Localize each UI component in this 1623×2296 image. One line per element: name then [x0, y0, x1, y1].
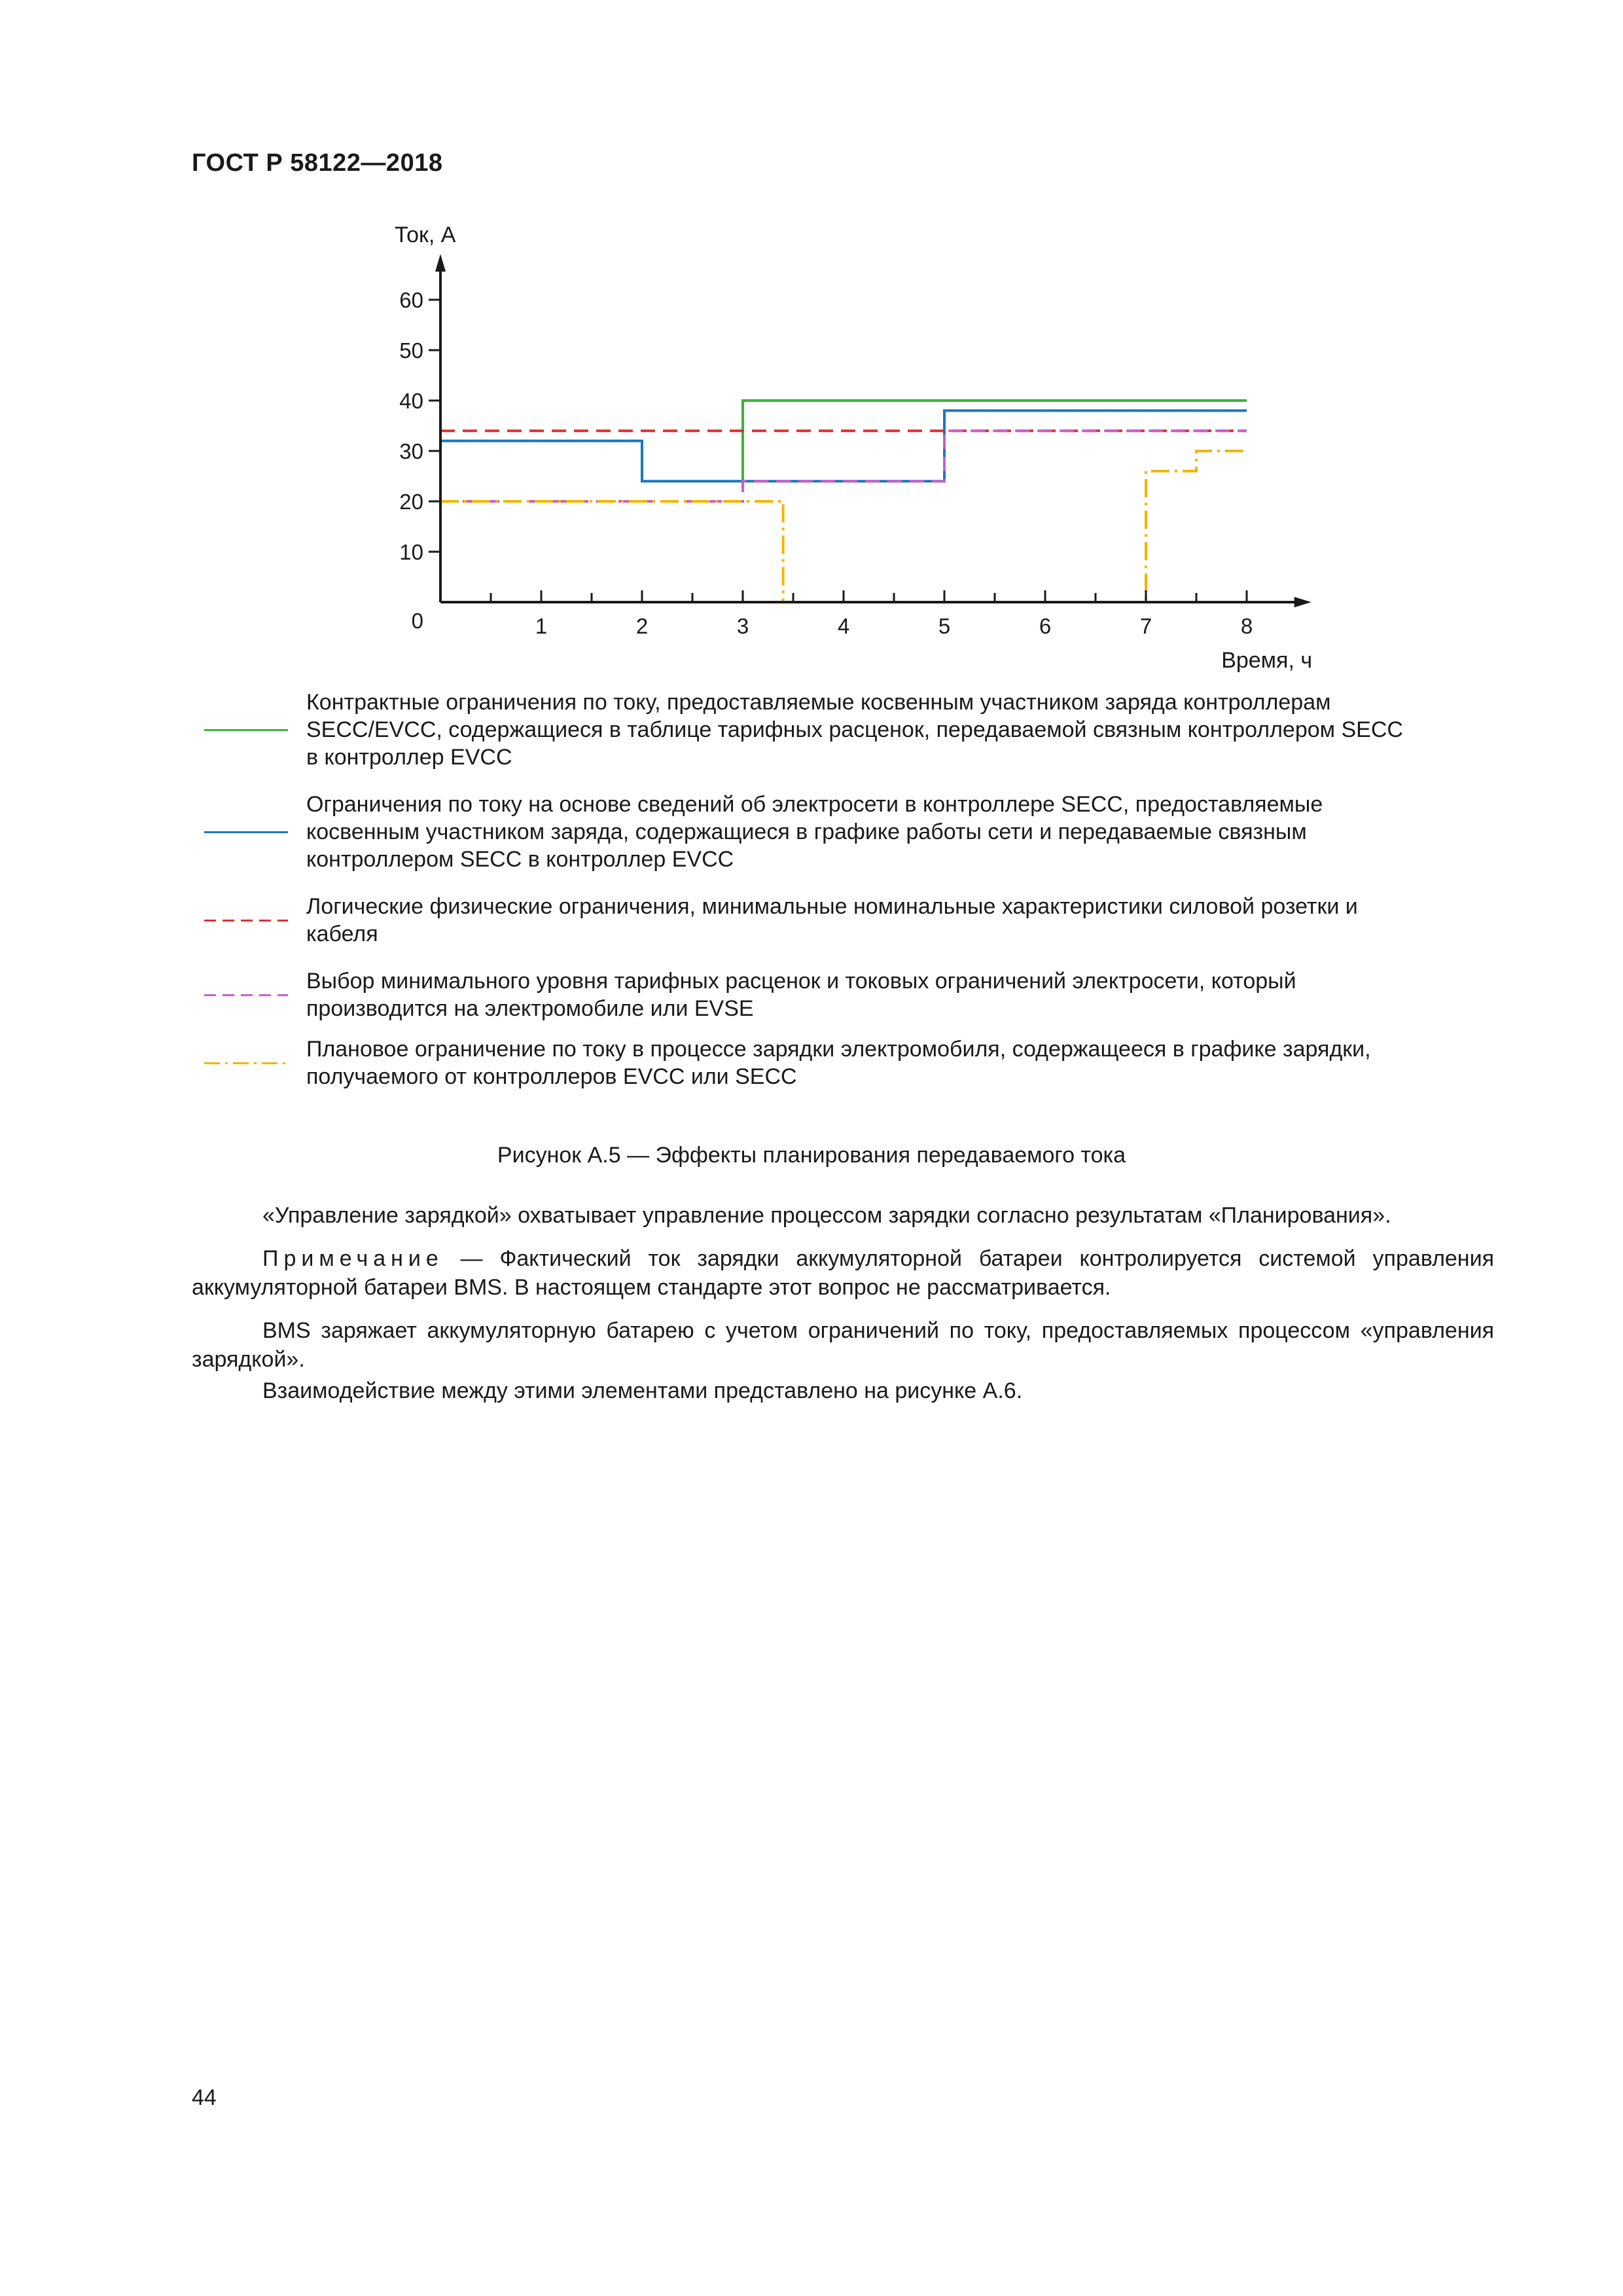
paragraph-charging-control: «Управление зарядкой» охватывает управление процессом зарядки согласно результатам «Планирования». [262, 1203, 1391, 1228]
legend-text-line: производится на электромобиле или EVSE [306, 996, 754, 1021]
x-tick-label: 3 [736, 614, 749, 638]
y-axis-label: Ток, А [395, 223, 456, 247]
y-tick-label: 20 [399, 490, 423, 514]
x-tick-label: 5 [938, 614, 951, 638]
document-header: ГОСТ Р 58122—2018 [192, 149, 443, 177]
legend-swatch [204, 831, 288, 833]
figure-caption: Рисунок А.5 — Эффекты планирования передаваемого тока [497, 1143, 1126, 1168]
chart-legend [196, 689, 1499, 1110]
x-tick-label: 1 [535, 614, 548, 638]
legend-text-line: SECC/EVCC, содержащиеся в таблице тарифных расценок, передаваемой связным контроллером SECC [306, 717, 1403, 742]
y-tick-label: 40 [399, 389, 423, 413]
legend-text-line: в контроллер EVCC [306, 745, 512, 770]
legend-text-line: контроллером SECC в контроллер EVCC [306, 847, 734, 872]
current-scheduling-chart [366, 216, 1329, 694]
x-axis-arrow [1294, 597, 1311, 607]
note-paragraph [192, 1244, 1494, 1302]
note-label: Примечание [262, 1246, 444, 1271]
legend-text [306, 1035, 1499, 1090]
series-line-2 [440, 410, 1247, 481]
x-tick-label: 2 [635, 614, 649, 638]
legend-swatch [204, 1062, 288, 1064]
legend-text-line: Выбор минимального уровня тарифных расценок и токовых ограничений электросети, который [306, 969, 1296, 994]
origin-label: 0 [411, 609, 423, 633]
paragraph-interaction: Взаимодействие между этими элементами представлено на рисунке А.6. [262, 1378, 1023, 1403]
x-tick-label: 8 [1240, 614, 1253, 638]
legend-text [306, 967, 1499, 1022]
legend-text-line: Плановое ограничение по току в процессе зарядки электромобиля, содержащееся в графике зарядки, [306, 1037, 1371, 1062]
legend-text-line: кабеля [306, 922, 378, 946]
legend-text [306, 791, 1499, 873]
legend-text-line: Логические физические ограничения, минимальные номинальные характеристики силовой розетки и [306, 894, 1358, 919]
series-line-5 [440, 451, 1247, 602]
x-tick-label: 4 [837, 614, 850, 638]
legend-item [196, 967, 1499, 1022]
y-axis-arrow [435, 254, 446, 272]
legend-swatch [204, 919, 288, 922]
y-tick-label: 10 [399, 540, 423, 564]
note-text: — Фактический ток зарядки аккумуляторной батареи контролируется системой управления аккумуляторной батареи BMS. В настоящем стандарте этот вопрос не рассматривается. [192, 1246, 1494, 1300]
body-text [192, 1201, 1494, 1420]
y-tick-label: 50 [399, 338, 423, 363]
legend-text-line: получаемого от контроллеров EVCC или SECC [306, 1064, 797, 1089]
paragraph-bms: BMS заряжает аккумуляторную батарею с учетом ограничений по току, предоставляемых процессом «управления зарядкой». [192, 1318, 1494, 1372]
x-axis-label: Время, ч [1221, 648, 1313, 673]
series-line-1 [743, 401, 1247, 481]
y-tick-label: 30 [399, 439, 423, 463]
legend-swatch [204, 994, 288, 996]
legend-swatch [204, 728, 288, 731]
legend-text [306, 893, 1499, 948]
x-tick-label: 6 [1039, 614, 1052, 638]
x-tick-label: 7 [1139, 614, 1152, 638]
legend-text-line: Ограничения по току на основе сведений об электросети в контроллере SECC, предоставляемые [306, 792, 1323, 817]
legend-item [196, 893, 1499, 948]
legend-item [196, 689, 1499, 771]
legend-text-line: косвенным участником заряда, содержащиеся в графике работы сети и передаваемые связным [306, 819, 1307, 844]
legend-item [196, 1035, 1499, 1090]
y-tick-label: 60 [399, 288, 423, 312]
legend-item [196, 791, 1499, 873]
legend-text [306, 689, 1499, 771]
legend-text-line: Контрактные ограничения по току, предоставляемые косвенным участником заряда контроллерам [306, 690, 1331, 715]
page-number: 44 [192, 2085, 217, 2110]
